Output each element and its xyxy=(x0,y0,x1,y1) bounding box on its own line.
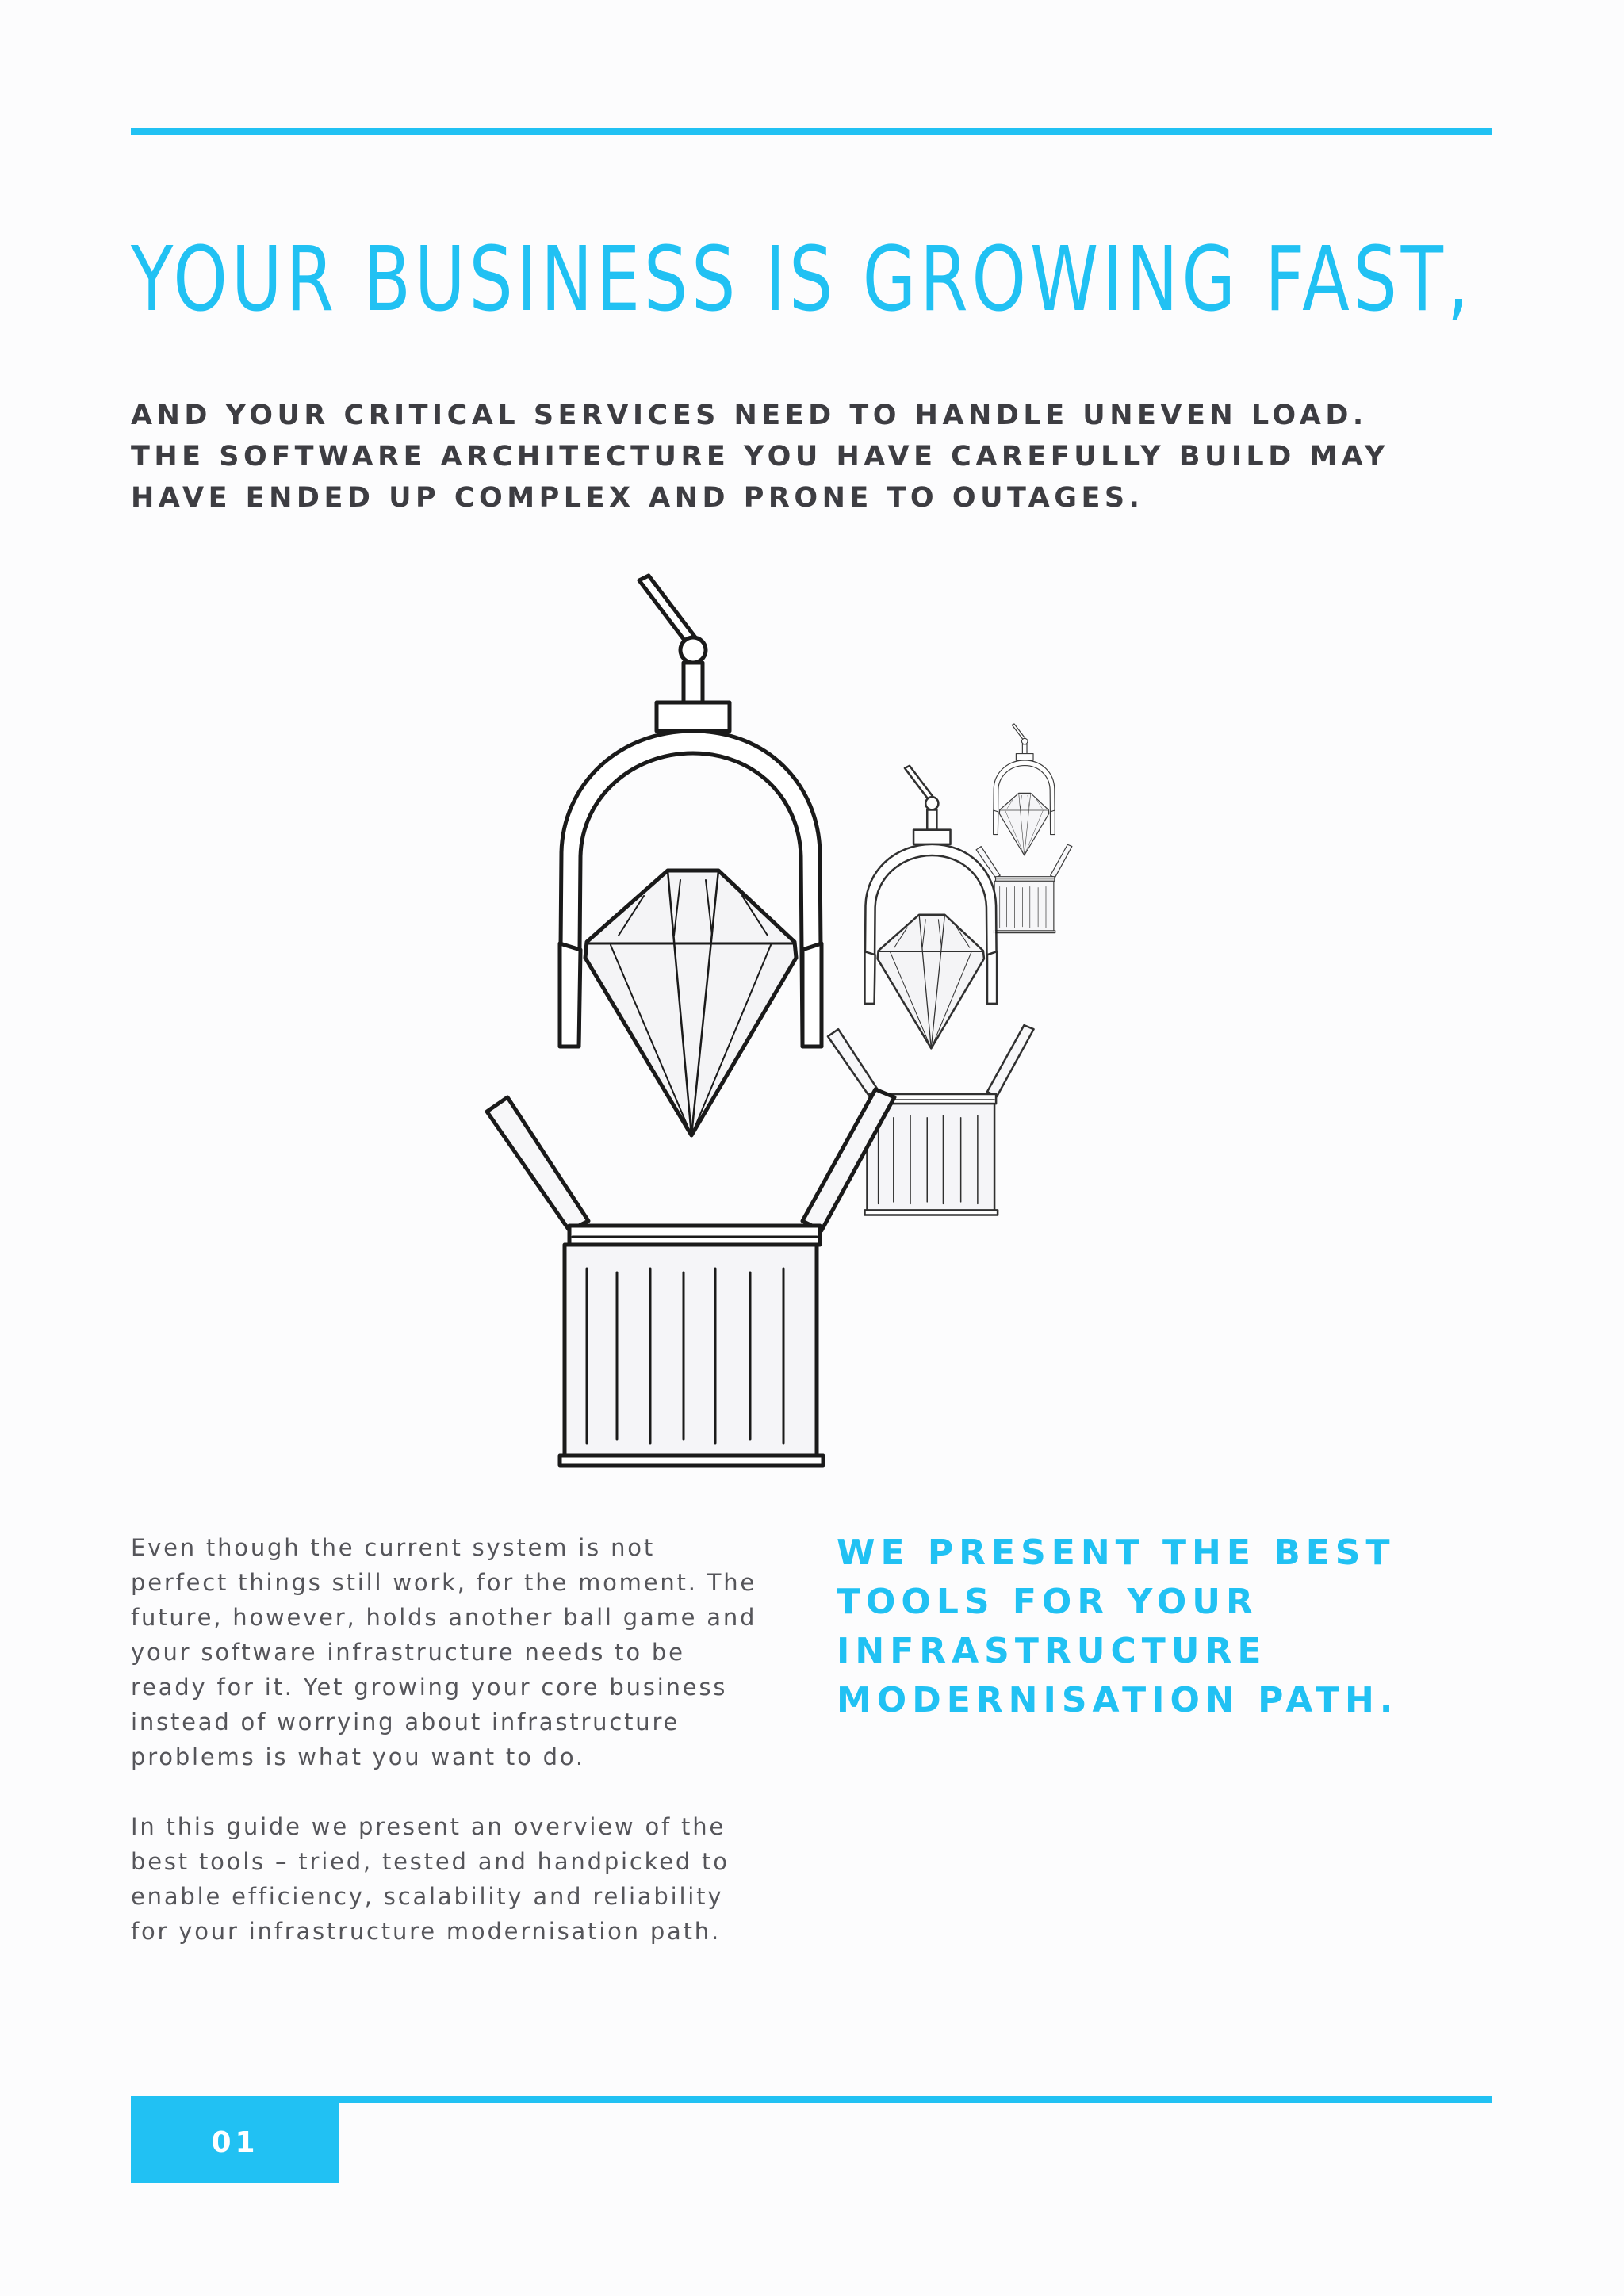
subheading-line-3: HAVE ENDED UP COMPLEX AND PRONE TO OUTAGES. xyxy=(131,482,1144,514)
callout-line-3: INFRASTRUCTURE xyxy=(837,1631,1267,1671)
body-paragraph-2: In this guide we present an overview of the best tools – tried, tested and handpicked to enable efficiency, scalability and reliability for your infrastructure modernisation path. xyxy=(131,1813,730,1945)
subheading-line-1: AND YOUR CRITICAL SERVICES NEED TO HANDLE UNEVEN LOAD. xyxy=(131,400,1368,431)
body-paragraph-1: Even though the current system is not perfect things still work, for the moment. The future, however, holds another ball game and your software infrastructure needs to be ready for it. Yet growing your core business instead of worrying about infrastructure problems is what you want to do. xyxy=(131,1534,757,1770)
top-accent-rule xyxy=(131,128,1492,135)
page-number: 01 xyxy=(211,2126,259,2159)
claw-unit-large xyxy=(487,576,894,1465)
callout-line-1: WE PRESENT THE BEST xyxy=(837,1533,1396,1573)
callout-line-4: MODERNISATION PATH. xyxy=(837,1680,1399,1720)
claw-diamond-illustration xyxy=(476,571,1158,1475)
body-text-column xyxy=(131,1530,757,1984)
page-number-badge xyxy=(131,2101,339,2183)
subheading-line-2: THE SOFTWARE ARCHITECTURE YOU HAVE CAREFULLY BUILD MAY xyxy=(131,441,1389,473)
callout-line-2: TOOLS FOR YOUR xyxy=(837,1582,1258,1622)
page-subheading xyxy=(131,395,1526,519)
page-headline: YOUR BUSINESS IS GROWING FAST, xyxy=(131,228,1473,331)
callout-statement xyxy=(837,1529,1487,1725)
